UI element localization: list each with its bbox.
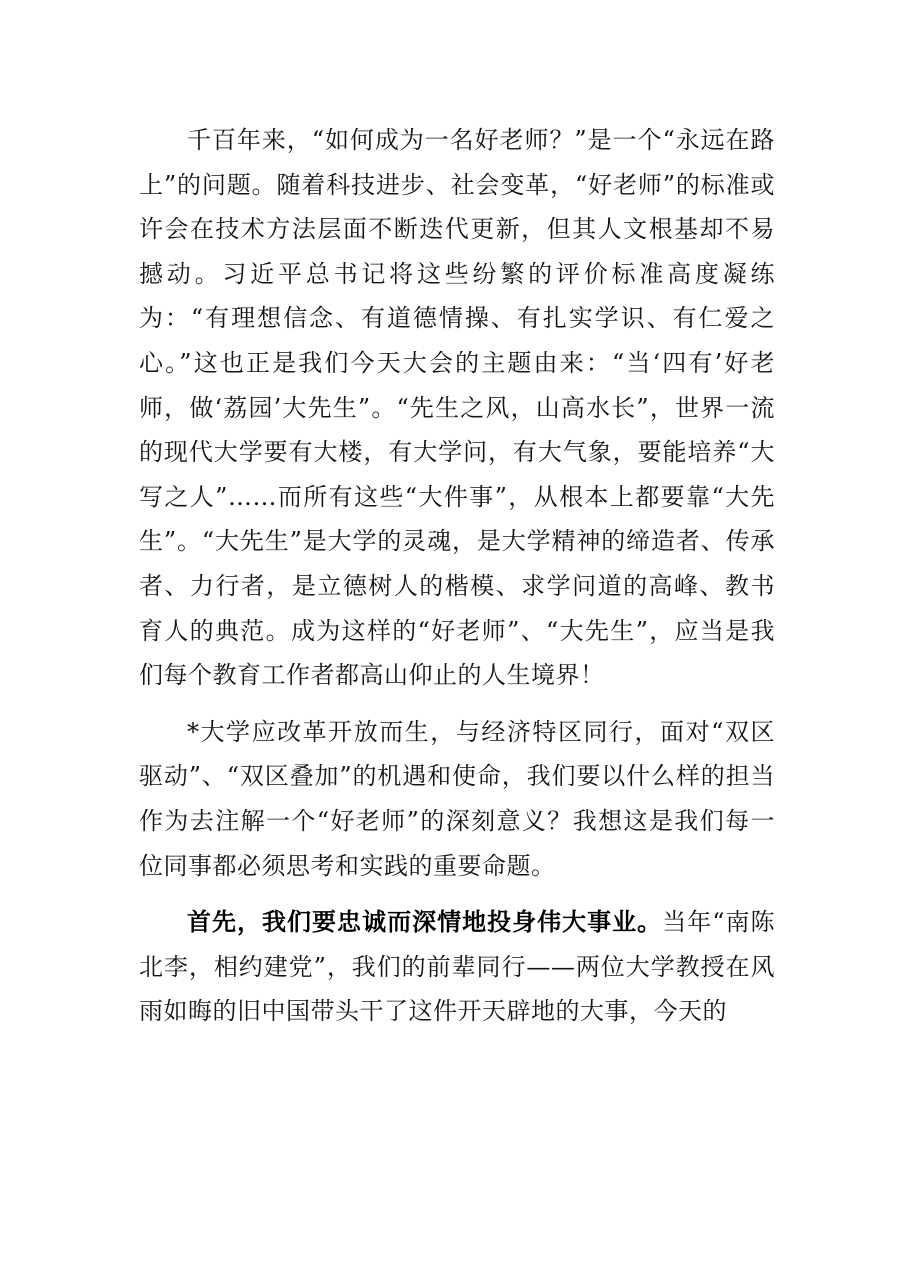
paragraph-university-mission <box>139 710 775 888</box>
paragraph-text: *大学应改革开放而生，与经济特区同行，面对“双区驱动”、“双区叠加”的机遇和使命，我们要以什么样的担当作为去注解一个“好老师”的深刻意义？我想这是我们每一位同事都必须思考和实践的重要命题。 <box>139 717 775 880</box>
paragraph-first-point <box>139 900 775 1034</box>
paragraph-good-teacher <box>139 118 775 698</box>
paragraph-text: 千百年来，“如何成为一名好老师？”是一个“永远在路上”的问题。随着科技进步、社会变革，“好老师”的标准或许会在技术方法层面不断迭代更新，但其人文根基却不易撼动。习近平总书记将这些纷繁的评价标准高度凝练为：“有理想信念、有道德情操、有扎实学识、有仁爱之心。”这也正是我们今天大会的主题由来：“当‘四有’好老师，做‘荔园’大先生”。“先生之风，山高水长”，世界一流的现代大学要有大楼，有大学问，有大气象，要能培养“大写之人”……而所有这些“大件事”，从根本上都要靠“大先生”。“大先生”是大学的灵魂，是大学精神的缔造者、传承者、力行者，是立德树人的楷模、求学问道的高峰、教书育人的典范。成为这样的“好老师”、“大先生”，应当是我们每个教育工作者都高山仰止的人生境界！ <box>139 126 775 690</box>
paragraph-text: 当年“南陈北李，相约建党”，我们的前辈同行——两位大学教授在风雨如晦的旧中国带头干了这件开天辟地的大事，今天的 <box>139 908 775 1026</box>
paragraph-bold-lead: 首先，我们要忠诚而深情地投身伟大事业。 <box>187 907 663 937</box>
document-body <box>139 118 775 1034</box>
